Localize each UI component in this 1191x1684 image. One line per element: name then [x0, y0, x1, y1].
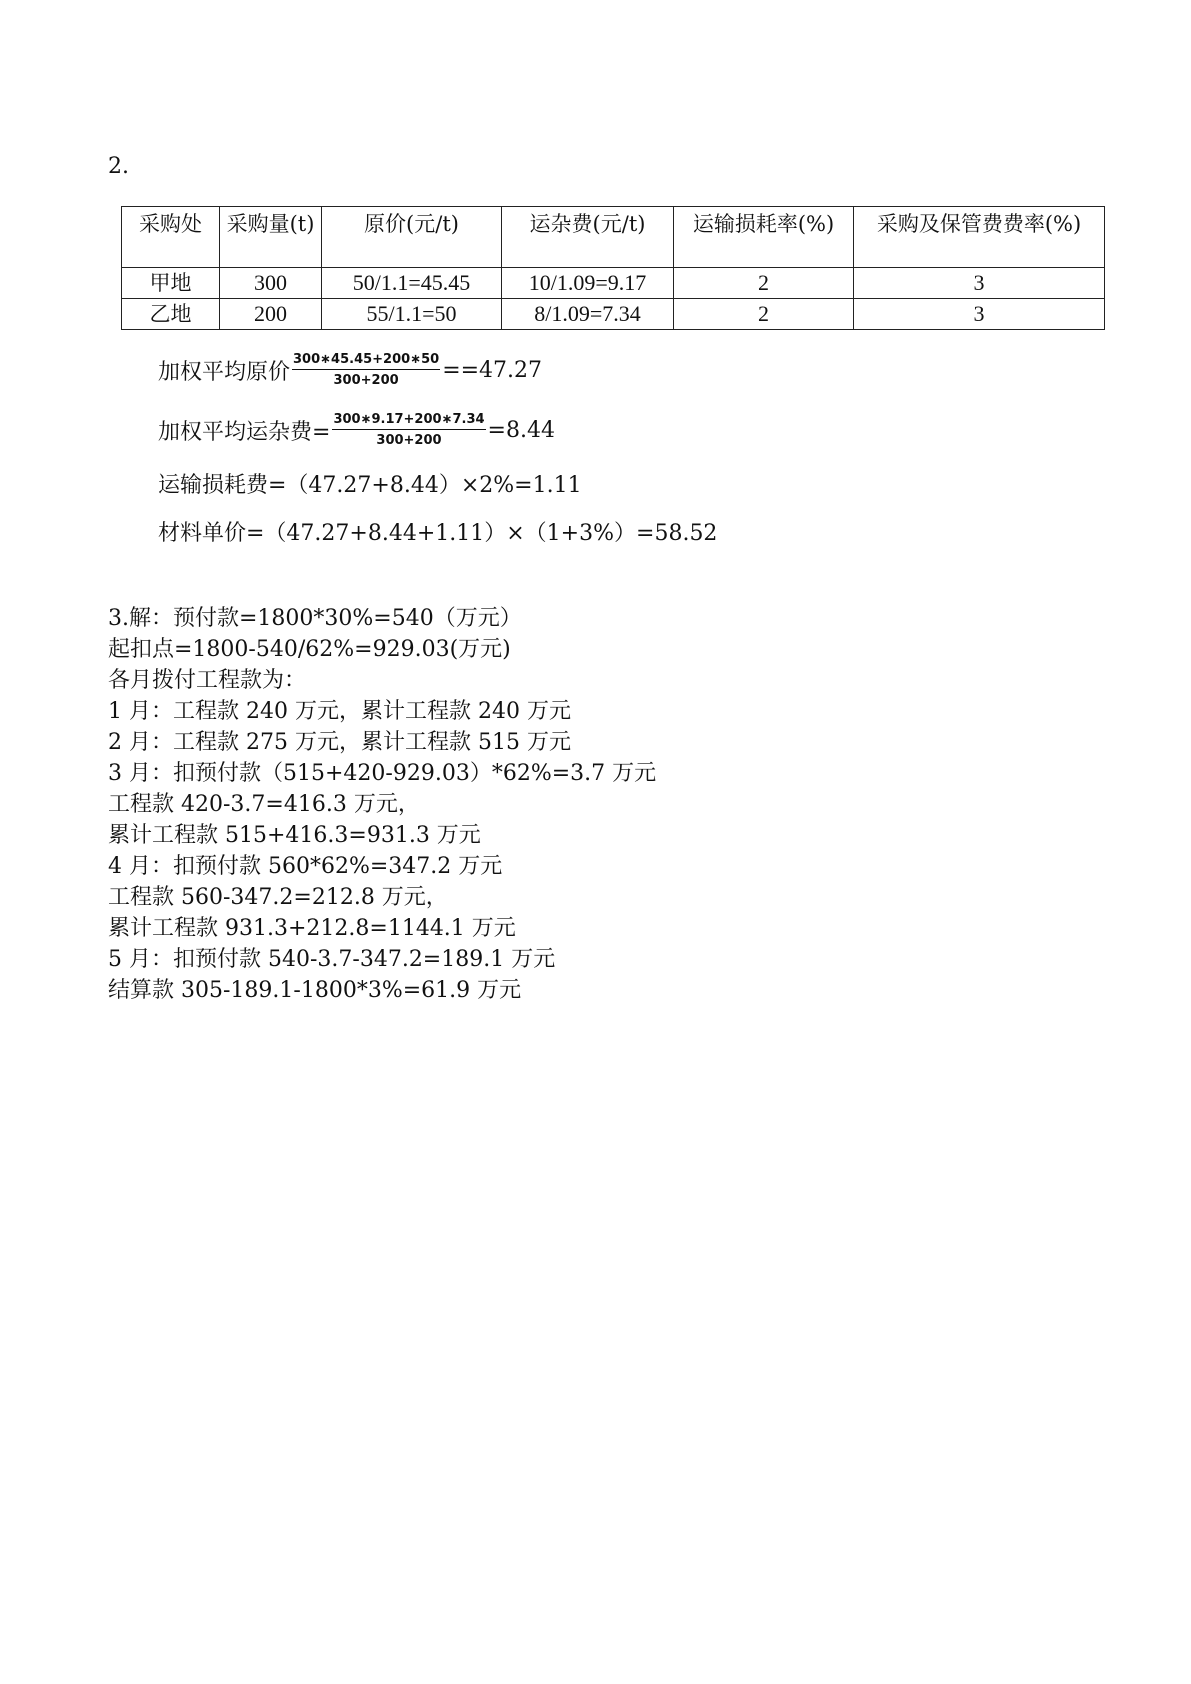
section-3-line: 工程款 560-347.2=212.8 万元， [108, 885, 448, 910]
table-cell: 3 [854, 299, 1105, 330]
table-cell: 2 [674, 268, 854, 299]
fraction-denominator: 300+200 [333, 373, 399, 388]
avg-freight-fraction [332, 412, 485, 449]
table-cell: 乙地 [122, 299, 220, 330]
section-3-line: 各月拨付工程款为： [108, 668, 307, 693]
table-row [122, 299, 1105, 330]
section-3-line: 起扣点=1800-540/62%=929.03(万元) [108, 637, 511, 662]
section-3-line: 结算款 305-189.1-1800*3%=61.9 万元 [108, 978, 522, 1003]
table-cell: 300 [220, 268, 322, 299]
avg-freight-result: =8.44 [487, 418, 555, 443]
avg-price-formula [158, 352, 542, 389]
table-cell: 200 [220, 299, 322, 330]
table-cell: 3 [854, 268, 1105, 299]
avg-price-result: ==47.27 [442, 358, 543, 383]
avg-freight-label: 加权平均运杂费= [158, 420, 331, 445]
table-cell: 2 [674, 299, 854, 330]
section-3-line: 2 月：工程款 275 万元，累计工程款 515 万元 [108, 730, 571, 755]
header-freight: 运杂费(元/t) [502, 207, 674, 268]
section-3-line: 1 月：工程款 240 万元，累计工程款 240 万元 [108, 699, 571, 724]
table-row [122, 268, 1105, 299]
section-3-line: 3 月：扣预付款（515+420-929.03）*62%=3.7 万元 [108, 761, 657, 786]
fraction-numerator: 300∗9.17+200∗7.34 [332, 412, 485, 430]
section-3-line: 3.解：预付款=1800*30%=540（万元） [108, 606, 522, 631]
table-header-row [122, 207, 1105, 268]
section-3-line: 4 月：扣预付款 560*62%=347.2 万元 [108, 854, 503, 879]
header-purchase-quantity: 采购量(t) [220, 207, 322, 268]
table-cell: 甲地 [122, 268, 220, 299]
avg-price-label: 加权平均原价 [158, 360, 291, 385]
section-3-line: 工程款 420-3.7=416.3 万元， [108, 792, 420, 817]
table-cell: 10/1.09=9.17 [502, 268, 674, 299]
table-cell: 55/1.1=50 [322, 299, 502, 330]
header-storage-rate: 采购及保管费费率(%) [854, 207, 1105, 268]
loss-formula: 运输损耗费=（47.27+8.44）×2%=1.11 [158, 473, 582, 498]
header-original-price: 原价(元/t) [322, 207, 502, 268]
table-cell: 8/1.09=7.34 [502, 299, 674, 330]
avg-freight-formula [158, 412, 555, 449]
avg-price-fraction [292, 352, 440, 389]
section-3-line: 累计工程款 931.3+212.8=1144.1 万元 [108, 916, 516, 941]
section-3-line: 累计工程款 515+416.3=931.3 万元 [108, 823, 481, 848]
header-loss-rate: 运输损耗率(%) [674, 207, 854, 268]
section-3-line: 5 月：扣预付款 540-3.7-347.2=189.1 万元 [108, 947, 556, 972]
price-table [121, 206, 1105, 330]
fraction-numerator: 300∗45.45+200∗50 [292, 352, 440, 370]
fraction-denominator: 300+200 [376, 433, 442, 448]
section-2-label: 2. [108, 154, 129, 179]
table-cell: 50/1.1=45.45 [322, 268, 502, 299]
unit-price-formula: 材料单价=（47.27+8.44+1.11）×（1+3%）=58.52 [158, 521, 718, 546]
header-purchase-location: 采购处 [122, 207, 220, 268]
